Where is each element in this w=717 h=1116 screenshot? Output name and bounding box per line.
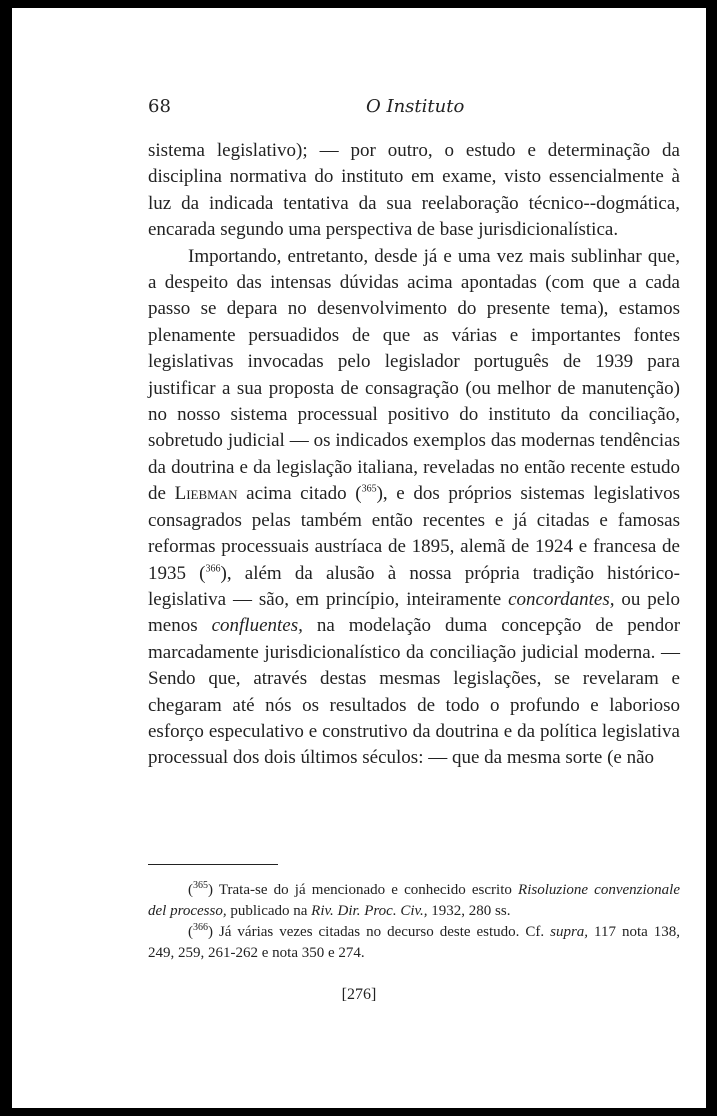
footnote-rule bbox=[148, 864, 278, 865]
fn2-italic-supra: supra, bbox=[550, 924, 589, 940]
p2-text-e: ou pelo menos bbox=[148, 588, 681, 637]
footnote-365: ($^{365}$) Trata-se do já mencionado e conhecido escrito Risoluzione convenzionale del processo, publicado na Riv. Dir. Proc. Civ., 1932, 280 ss. bbox=[148, 880, 680, 919]
fn1-text-c: 1932, 280 ss. bbox=[431, 903, 511, 919]
footnote-ref-366: 366 bbox=[205, 563, 221, 575]
fn1-text-b: publicado na bbox=[230, 903, 308, 919]
folio-number: [276] bbox=[341, 986, 377, 1003]
fn2-text-a: Já várias vezes citadas no decurso deste estudo. Cf. bbox=[218, 924, 545, 940]
running-title: O Instituto bbox=[366, 96, 465, 117]
p2-text-d: ), além da alusão à nossa própria tradição histórico-legislativa — são, em princípio, inteiramente bbox=[148, 562, 680, 610]
footnotes bbox=[148, 880, 680, 964]
page-header bbox=[148, 96, 680, 120]
italic-confluentes: confluentes, bbox=[211, 615, 303, 637]
fn1-italic-journal: Riv. Dir. Proc. Civ., bbox=[311, 903, 428, 919]
italic-concordantes: concordantes, bbox=[508, 588, 615, 610]
footnote-366: ($^{366}$) Já várias vezes citadas no decurso deste estudo. Cf. supra, 117 nota 138, 249, 259, 261-262 e nota 350 e 274. bbox=[148, 922, 681, 961]
footnote-marker-366: 366 bbox=[193, 922, 208, 933]
author-name: Liebman bbox=[174, 483, 238, 505]
fn1-italic-title: Risoluzione convenzionale del processo, bbox=[148, 882, 680, 919]
footnote-ref-365: 365 bbox=[361, 483, 377, 495]
p2-text-f: na modelação duma concepção de pendor marcadamente jurisdicionalístico da conciliação judicial moderna. — Sendo que, através destas mesmas legislações, se revelaram e chegaram até nós os resultados de todo o profundo e laborioso esforço especulativo e construtivo da doutrina e da política legislativa processual dos dois últimos séculos: — que da mesma sorte (e não bbox=[148, 615, 681, 769]
p2-text-c: ), e dos próprios sistemas legislativos consagrados pelas também então recentes e já citadas e famosas reformas processuais austríaca de 1895, alemã de 1924 e francesa de 1935 ( bbox=[148, 483, 680, 584]
footnote-marker-365: 365 bbox=[193, 880, 208, 891]
paragraph-2 bbox=[148, 244, 680, 772]
body-text bbox=[148, 138, 680, 772]
paragraph-1: sistema legislativo); — por outro, o estudo e determinação da disciplina normativa do instituto em exame, visto essencialmente à luz da indicada tentativa da sua reelaboração técnico--dogmática, encarada segundo uma perspectiva de base jurisdicionalística. bbox=[148, 140, 680, 241]
page-number: 68 bbox=[148, 96, 171, 117]
book-page bbox=[12, 8, 706, 1108]
p2-text-b: acima citado ( bbox=[246, 483, 362, 505]
fn1-text-a: Trata-se do já mencionado e conhecido escrito bbox=[218, 882, 512, 898]
p2-text-a: Importando, entretanto, desde já e uma vez mais sublinhar que, a despeito das intensas dúvidas acima apontadas (com que a cada passo se depara no desenvolvimento do presente tema), estamos plenamente persuadidos de que as várias e importantes fontes legislativas invocadas pelo legislador português de 1939 para justificar a sua proposta de consagração (ou melhor de manutenção) no nosso sistema processual positivo do instituto da conciliação, sobretudo judicial — os indicados exemplos das modernas tendências da doutrina e da legislação italiana, reveladas no então recente estudo de bbox=[148, 245, 680, 505]
fn2-text-b: 117 nota 138, 249, 259, 261-262 e nota 350 e 274. bbox=[148, 924, 681, 961]
